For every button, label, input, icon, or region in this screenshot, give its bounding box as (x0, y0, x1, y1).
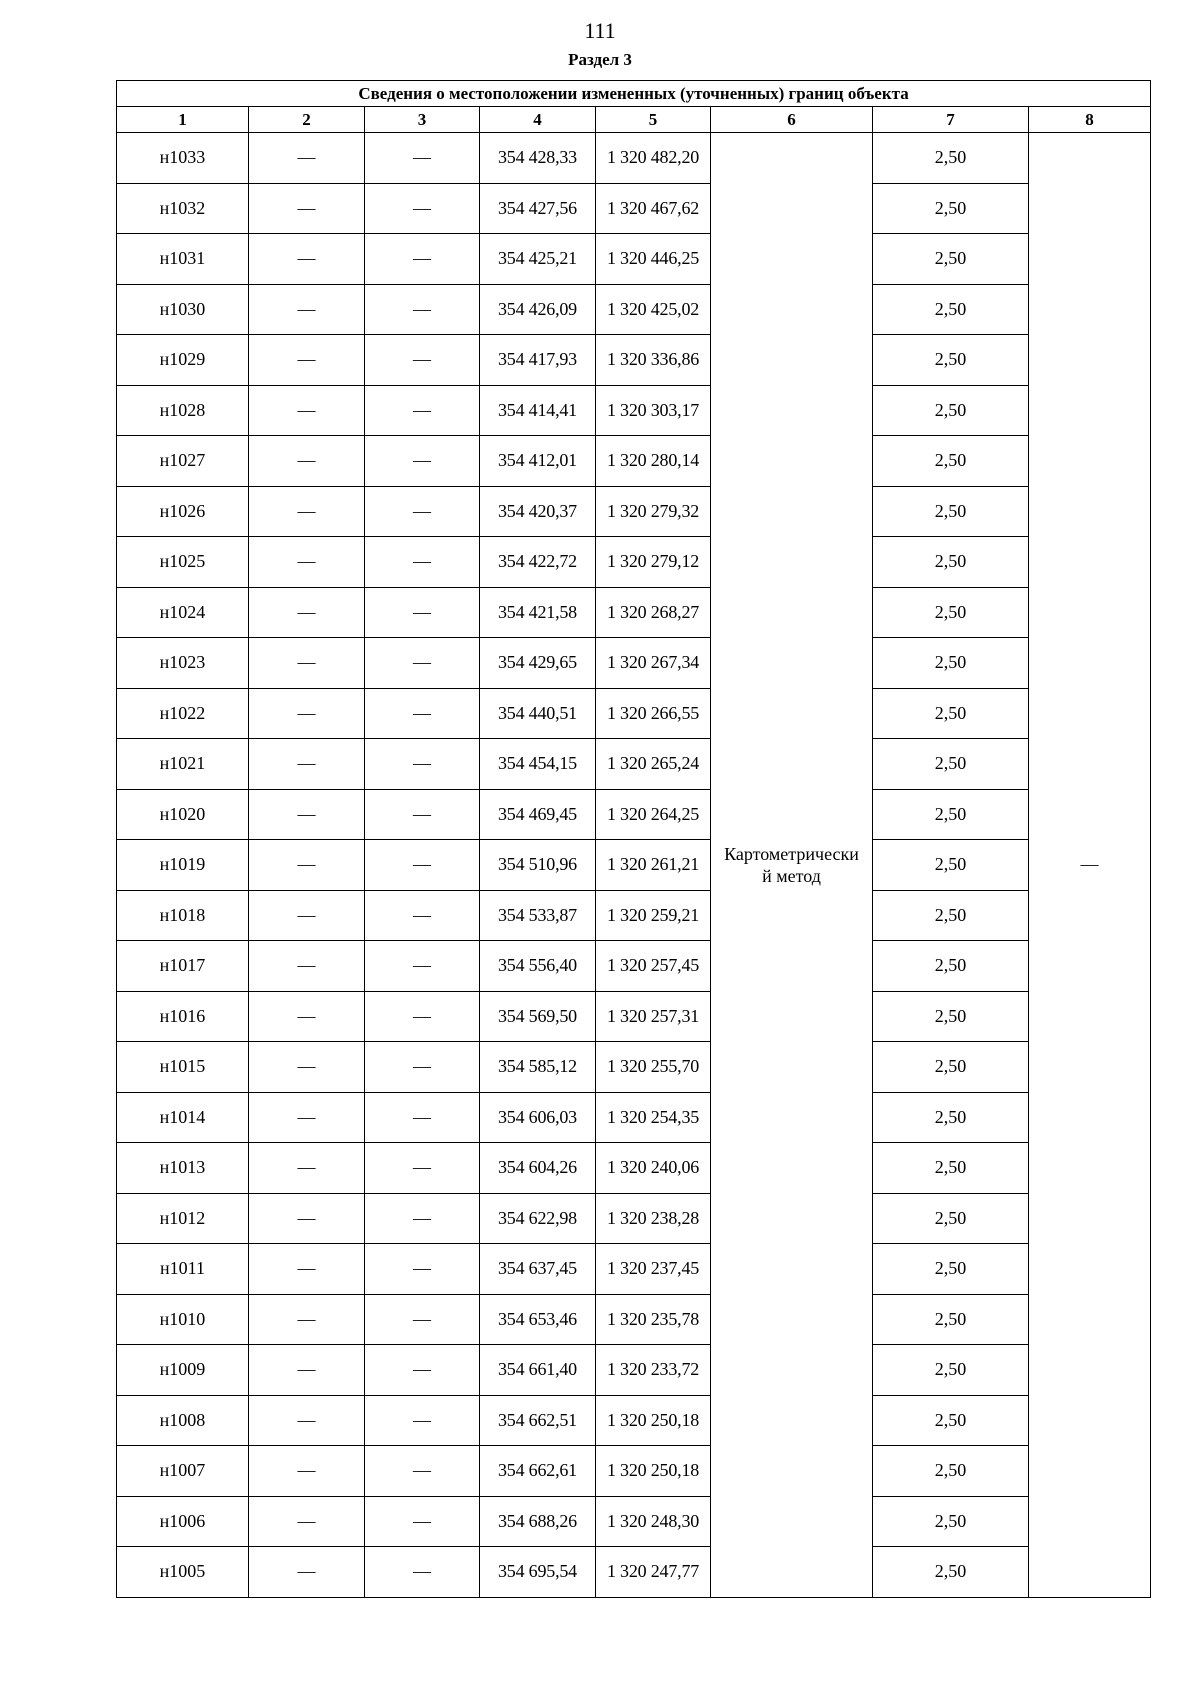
y-coordinate-cell: 1 320 266,55 (596, 688, 711, 739)
boundary-table (116, 80, 1151, 1598)
accuracy-cell: 2,50 (873, 537, 1029, 588)
column-2-cell: — (249, 739, 365, 790)
column-3-cell: — (365, 789, 480, 840)
accuracy-cell: 2,50 (873, 587, 1029, 638)
point-name-cell: н1024 (117, 587, 249, 638)
table-row (117, 335, 1151, 386)
x-coordinate-cell: 354 417,93 (480, 335, 596, 386)
accuracy-cell: 2,50 (873, 941, 1029, 992)
column-3-cell: — (365, 1042, 480, 1093)
x-coordinate-cell: 354 428,33 (480, 133, 596, 184)
point-name-cell: н1013 (117, 1143, 249, 1194)
column-number-row (117, 107, 1151, 133)
column-2-cell: — (249, 537, 365, 588)
y-coordinate-cell: 1 320 280,14 (596, 436, 711, 487)
point-name-cell: н1005 (117, 1547, 249, 1598)
y-coordinate-cell: 1 320 257,45 (596, 941, 711, 992)
column-3-cell: — (365, 133, 480, 184)
y-coordinate-cell: 1 320 279,12 (596, 537, 711, 588)
x-coordinate-cell: 354 606,03 (480, 1092, 596, 1143)
table-row (117, 1092, 1151, 1143)
column-3-cell: — (365, 335, 480, 386)
column-2-cell: — (249, 284, 365, 335)
y-coordinate-cell: 1 320 248,30 (596, 1496, 711, 1547)
column-2-cell: — (249, 1446, 365, 1497)
accuracy-cell: 2,50 (873, 1294, 1029, 1345)
accuracy-cell: 2,50 (873, 991, 1029, 1042)
accuracy-cell: 2,50 (873, 183, 1029, 234)
column-3-cell: — (365, 1092, 480, 1143)
column-3-cell: — (365, 890, 480, 941)
table-row (117, 991, 1151, 1042)
point-name-cell: н1011 (117, 1244, 249, 1295)
method-line-1: Картометрически (724, 843, 859, 864)
accuracy-cell: 2,50 (873, 335, 1029, 386)
accuracy-cell: 2,50 (873, 133, 1029, 184)
table-row (117, 1345, 1151, 1396)
x-coordinate-cell: 354 604,26 (480, 1143, 596, 1194)
x-coordinate-cell: 354 653,46 (480, 1294, 596, 1345)
table-row (117, 436, 1151, 487)
y-coordinate-cell: 1 320 279,32 (596, 486, 711, 537)
table-row (117, 941, 1151, 992)
column-2-cell: — (249, 335, 365, 386)
point-name-cell: н1028 (117, 385, 249, 436)
table-row (117, 183, 1151, 234)
column-3-cell: — (365, 739, 480, 790)
x-coordinate-cell: 354 421,58 (480, 587, 596, 638)
column-2-cell: — (249, 486, 365, 537)
accuracy-cell: 2,50 (873, 890, 1029, 941)
accuracy-cell: 2,50 (873, 840, 1029, 891)
y-coordinate-cell: 1 320 336,86 (596, 335, 711, 386)
y-coordinate-cell: 1 320 247,77 (596, 1547, 711, 1598)
y-coordinate-cell: 1 320 235,78 (596, 1294, 711, 1345)
column-3-cell: — (365, 840, 480, 891)
column-number-3: 3 (365, 107, 480, 133)
y-coordinate-cell: 1 320 238,28 (596, 1193, 711, 1244)
point-name-cell: н1022 (117, 688, 249, 739)
method-line-2: й метод (762, 865, 821, 886)
point-name-cell: н1015 (117, 1042, 249, 1093)
column-3-cell: — (365, 1345, 480, 1396)
point-name-cell: н1023 (117, 638, 249, 689)
column-2-cell: — (249, 638, 365, 689)
accuracy-cell: 2,50 (873, 486, 1029, 537)
x-coordinate-cell: 354 426,09 (480, 284, 596, 335)
x-coordinate-cell: 354 695,54 (480, 1547, 596, 1598)
table-caption: Сведения о местоположении измененных (уточненных) границ объекта (117, 81, 1151, 107)
column-number-4: 4 (480, 107, 596, 133)
point-name-cell: н1016 (117, 991, 249, 1042)
y-coordinate-cell: 1 320 261,21 (596, 840, 711, 891)
point-name-cell: н1026 (117, 486, 249, 537)
point-name-cell: н1019 (117, 840, 249, 891)
table-row (117, 789, 1151, 840)
column-2-cell: — (249, 385, 365, 436)
x-coordinate-cell: 354 414,41 (480, 385, 596, 436)
column-3-cell: — (365, 436, 480, 487)
point-name-cell: н1020 (117, 789, 249, 840)
column-3-cell: — (365, 1193, 480, 1244)
accuracy-cell: 2,50 (873, 1446, 1029, 1497)
column-2-cell: — (249, 688, 365, 739)
table-row (117, 486, 1151, 537)
column-number-5: 5 (596, 107, 711, 133)
column-3-cell: — (365, 587, 480, 638)
column-3-cell: — (365, 991, 480, 1042)
column-number-8: 8 (1029, 107, 1151, 133)
x-coordinate-cell: 354 425,21 (480, 234, 596, 285)
x-coordinate-cell: 354 569,50 (480, 991, 596, 1042)
column-2-cell: — (249, 1547, 365, 1598)
column-2-cell: — (249, 133, 365, 184)
column-number-2: 2 (249, 107, 365, 133)
column-3-cell: — (365, 688, 480, 739)
table-row (117, 1042, 1151, 1093)
y-coordinate-cell: 1 320 259,21 (596, 890, 711, 941)
x-coordinate-cell: 354 427,56 (480, 183, 596, 234)
y-coordinate-cell: 1 320 446,25 (596, 234, 711, 285)
column-2-cell: — (249, 1294, 365, 1345)
accuracy-cell: 2,50 (873, 234, 1029, 285)
point-name-cell: н1017 (117, 941, 249, 992)
x-coordinate-cell: 354 412,01 (480, 436, 596, 487)
column-2-cell: — (249, 587, 365, 638)
table-row (117, 1143, 1151, 1194)
table-row (117, 890, 1151, 941)
column-3-cell: — (365, 284, 480, 335)
y-coordinate-cell: 1 320 467,62 (596, 183, 711, 234)
y-coordinate-cell: 1 320 267,34 (596, 638, 711, 689)
column-2-cell: — (249, 1345, 365, 1396)
table-row (117, 1446, 1151, 1497)
column-3-cell: — (365, 1395, 480, 1446)
column-2-cell: — (249, 183, 365, 234)
x-coordinate-cell: 354 533,87 (480, 890, 596, 941)
point-name-cell: н1008 (117, 1395, 249, 1446)
accuracy-cell: 2,50 (873, 1092, 1029, 1143)
method-cell (711, 133, 873, 1598)
accuracy-cell: 2,50 (873, 739, 1029, 790)
column-2-cell: — (249, 1244, 365, 1295)
column-3-cell: — (365, 1446, 480, 1497)
accuracy-cell: 2,50 (873, 284, 1029, 335)
column-2-cell: — (249, 789, 365, 840)
table-row (117, 1395, 1151, 1446)
x-coordinate-cell: 354 556,40 (480, 941, 596, 992)
y-coordinate-cell: 1 320 303,17 (596, 385, 711, 436)
column-2-cell: — (249, 436, 365, 487)
column-2-cell: — (249, 1395, 365, 1446)
column-3-cell: — (365, 1496, 480, 1547)
table-body (117, 133, 1151, 1598)
column-2-cell: — (249, 1042, 365, 1093)
accuracy-cell: 2,50 (873, 789, 1029, 840)
y-coordinate-cell: 1 320 264,25 (596, 789, 711, 840)
accuracy-cell: 2,50 (873, 1143, 1029, 1194)
y-coordinate-cell: 1 320 425,02 (596, 284, 711, 335)
column-2-cell: — (249, 1092, 365, 1143)
point-name-cell: н1027 (117, 436, 249, 487)
x-coordinate-cell: 354 637,45 (480, 1244, 596, 1295)
table-row (117, 840, 1151, 891)
column-3-cell: — (365, 1143, 480, 1194)
y-coordinate-cell: 1 320 268,27 (596, 587, 711, 638)
column-3-cell: — (365, 537, 480, 588)
x-coordinate-cell: 354 585,12 (480, 1042, 596, 1093)
column-3-cell: — (365, 1244, 480, 1295)
y-coordinate-cell: 1 320 240,06 (596, 1143, 711, 1194)
page-number: 111 (584, 18, 616, 43)
accuracy-cell: 2,50 (873, 1345, 1029, 1396)
column-number-1: 1 (117, 107, 249, 133)
column-2-cell: — (249, 991, 365, 1042)
point-name-cell: н1029 (117, 335, 249, 386)
x-coordinate-cell: 354 454,15 (480, 739, 596, 790)
column-2-cell: — (249, 840, 365, 891)
point-name-cell: н1006 (117, 1496, 249, 1547)
column-3-cell: — (365, 385, 480, 436)
point-name-cell: н1007 (117, 1446, 249, 1497)
point-name-cell: н1012 (117, 1193, 249, 1244)
column-3-cell: — (365, 638, 480, 689)
column-2-cell: — (249, 1193, 365, 1244)
table-row (117, 1244, 1151, 1295)
point-name-cell: н1018 (117, 890, 249, 941)
column-3-cell: — (365, 1547, 480, 1598)
y-coordinate-cell: 1 320 255,70 (596, 1042, 711, 1093)
accuracy-cell: 2,50 (873, 1496, 1029, 1547)
x-coordinate-cell: 354 422,72 (480, 537, 596, 588)
table-row (117, 1496, 1151, 1547)
accuracy-cell: 2,50 (873, 1244, 1029, 1295)
y-coordinate-cell: 1 320 233,72 (596, 1345, 711, 1396)
column-3-cell: — (365, 234, 480, 285)
accuracy-cell: 2,50 (873, 638, 1029, 689)
column-2-cell: — (249, 890, 365, 941)
table-row (117, 133, 1151, 184)
table-row (117, 284, 1151, 335)
column-8-cell: — (1029, 133, 1151, 1598)
y-coordinate-cell: 1 320 237,45 (596, 1244, 711, 1295)
table-row (117, 739, 1151, 790)
accuracy-cell: 2,50 (873, 1395, 1029, 1446)
column-number-6: 6 (711, 107, 873, 133)
column-3-cell: — (365, 183, 480, 234)
y-coordinate-cell: 1 320 265,24 (596, 739, 711, 790)
column-2-cell: — (249, 1496, 365, 1547)
accuracy-cell: 2,50 (873, 436, 1029, 487)
y-coordinate-cell: 1 320 254,35 (596, 1092, 711, 1143)
x-coordinate-cell: 354 661,40 (480, 1345, 596, 1396)
x-coordinate-cell: 354 662,51 (480, 1395, 596, 1446)
point-name-cell: н1031 (117, 234, 249, 285)
y-coordinate-cell: 1 320 482,20 (596, 133, 711, 184)
point-name-cell: н1032 (117, 183, 249, 234)
table-row (117, 638, 1151, 689)
accuracy-cell: 2,50 (873, 1547, 1029, 1598)
x-coordinate-cell: 354 420,37 (480, 486, 596, 537)
point-name-cell: н1014 (117, 1092, 249, 1143)
x-coordinate-cell: 354 440,51 (480, 688, 596, 739)
table-row (117, 1294, 1151, 1345)
point-name-cell: н1030 (117, 284, 249, 335)
point-name-cell: н1033 (117, 133, 249, 184)
accuracy-cell: 2,50 (873, 1193, 1029, 1244)
y-coordinate-cell: 1 320 257,31 (596, 991, 711, 1042)
point-name-cell: н1010 (117, 1294, 249, 1345)
section-title: Раздел 3 (568, 50, 632, 69)
x-coordinate-cell: 354 510,96 (480, 840, 596, 891)
y-coordinate-cell: 1 320 250,18 (596, 1395, 711, 1446)
table-row (117, 587, 1151, 638)
accuracy-cell: 2,50 (873, 1042, 1029, 1093)
table-row (117, 234, 1151, 285)
x-coordinate-cell: 354 662,61 (480, 1446, 596, 1497)
column-3-cell: — (365, 486, 480, 537)
column-3-cell: — (365, 1294, 480, 1345)
column-2-cell: — (249, 234, 365, 285)
x-coordinate-cell: 354 688,26 (480, 1496, 596, 1547)
table-row (117, 537, 1151, 588)
point-name-cell: н1021 (117, 739, 249, 790)
table-row (117, 688, 1151, 739)
column-2-cell: — (249, 941, 365, 992)
accuracy-cell: 2,50 (873, 385, 1029, 436)
column-3-cell: — (365, 941, 480, 992)
y-coordinate-cell: 1 320 250,18 (596, 1446, 711, 1497)
table-row (117, 1193, 1151, 1244)
x-coordinate-cell: 354 622,98 (480, 1193, 596, 1244)
point-name-cell: н1009 (117, 1345, 249, 1396)
table-row (117, 385, 1151, 436)
x-coordinate-cell: 354 469,45 (480, 789, 596, 840)
point-name-cell: н1025 (117, 537, 249, 588)
column-2-cell: — (249, 1143, 365, 1194)
accuracy-cell: 2,50 (873, 688, 1029, 739)
column-number-7: 7 (873, 107, 1029, 133)
table-row (117, 1547, 1151, 1598)
x-coordinate-cell: 354 429,65 (480, 638, 596, 689)
